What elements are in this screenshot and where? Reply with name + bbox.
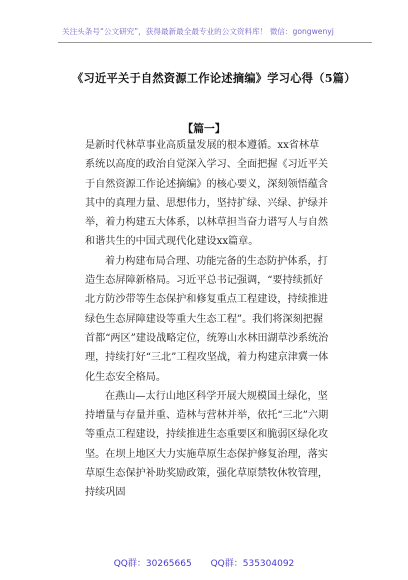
footer-qq-group-1: QQ群：30265665 <box>113 559 192 569</box>
body-paragraph-3: 在燕山—太行山地区科学开展大规模国土绿化，坚持增量与存量并重、造林与营林并举，依托“三北”六期等重点工程建设，持续推进生态重要区和脆弱区绿化攻坚。在坝上地区大力实施草原生态保护修复治理，落实草原生态保护补助奖励政策，强化草原禁牧休牧管理，持续巩固 <box>85 390 329 499</box>
document-title: 《习近平关于自然资源工作论述摘编》学习心得（5篇） <box>72 71 356 85</box>
header-banner: 关注头条号“公文研究”，获得最新最全最专业的公文资料库！ 微信：gongwenyj <box>62 27 334 36</box>
footer-contact <box>0 556 408 569</box>
footer-qq-group-2: QQ群：535304092 <box>210 559 295 569</box>
document-body <box>85 136 329 503</box>
body-paragraph-2: 着力构建布局合理、功能完备的生态防护体系，打造生态屏障新格局。习近平总书记强调，“要持续抓好北方防沙带等生态保护和修复重点工程建设，持续推进绿色生态屏障建设等重大生态工程”。我们将深刻把握首都“两区”建设战略定位，统筹山水林田湖草沙系统治理，持续打好“三北”工程攻坚战，着力构建京津冀一体化生态安全格局。 <box>85 255 329 383</box>
header-divider <box>58 42 372 43</box>
body-paragraph-1: 是新时代林草事业高质量发展的根本遵循。xx省林草系统以高度的政治自觉深入学习、全面把握《习近平关于自然资源工作论述摘编》的核心要义，深刻领悟蕴含其中的真理力量、思想伟力，坚持扩绿、兴绿、护绿并举，着力构建五大体系，以林草担当奋力谱写人与自然和谐共生的中国式现代化建设xx篇章。 <box>85 140 328 248</box>
section-heading: 【篇一】 <box>182 122 226 135</box>
